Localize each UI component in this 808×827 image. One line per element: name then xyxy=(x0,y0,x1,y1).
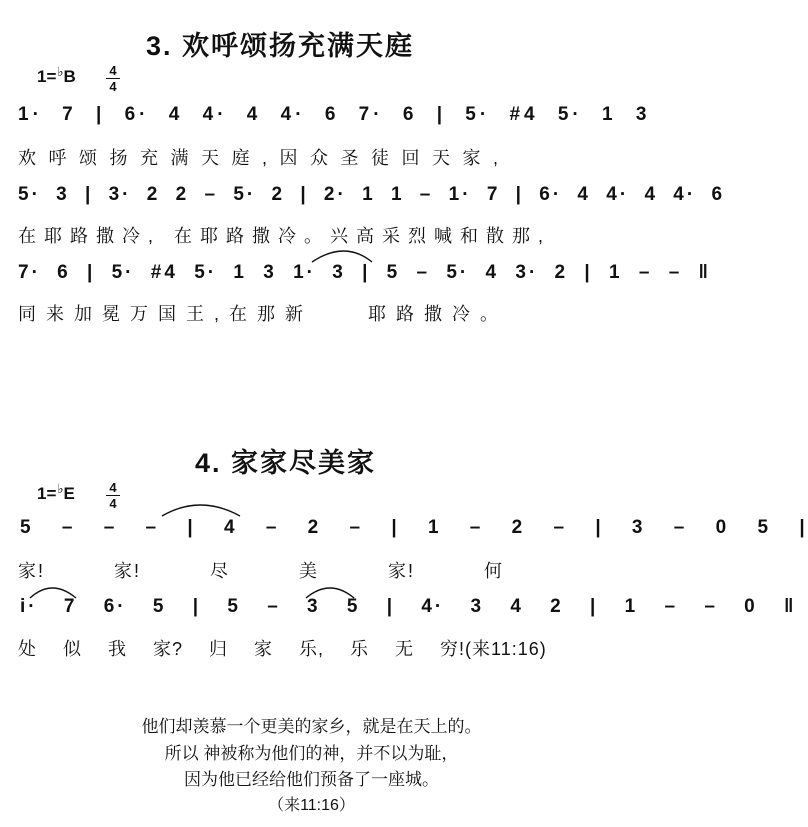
song3-time-bottom: 4 xyxy=(109,79,117,94)
song3-time-top: 4 xyxy=(109,63,117,78)
verse-reference: （来11:16） xyxy=(268,797,355,814)
song3-title: 3. 欢呼颂扬充满天庭 xyxy=(146,31,415,61)
song3-key-note: B xyxy=(63,67,76,86)
song3-lyrics-line-2: 在耶路撒冷, 在耶路撒冷。兴高采烈喊和散那, xyxy=(18,226,552,246)
song4-time-bottom: 4 xyxy=(109,496,117,511)
song4-key-label: 1= xyxy=(37,484,57,503)
song3-lyrics-line-1: 欢呼颂扬充满天庭,因众圣徒回天家, xyxy=(18,148,511,168)
verse-line-3: 因为他已经给他们预备了一座城。 xyxy=(184,770,439,789)
slur-mark xyxy=(306,588,354,598)
slur-mark xyxy=(30,588,76,598)
song3-lyrics-line-3: 同来加冕万国王,在那新 耶路撒冷。 xyxy=(18,304,509,324)
verse-line-2: 所以 神被称为他们的神，并不以为耻， xyxy=(164,744,459,763)
song4-lyrics-line-2: 处 似 我 家? 归 家 乐, 乐 无 穷!(来11:16) xyxy=(18,639,547,659)
song4-lyrics-line-1: 家! 家! 尽 美 家! 何 xyxy=(18,561,505,581)
song4-title: 4. 家家尽美家 xyxy=(195,448,377,478)
song3-notes-text: 7· 6 | 5· #4 5· 1 3 1· 3 | 5 – 5· 4 3· 2 | 1 – – ‖ xyxy=(18,262,711,283)
song3-key-label: 1= xyxy=(37,67,57,86)
slur-mark xyxy=(312,251,372,262)
song4-notes-text: 5 – – – | 4 – 2 – | 1 – 2 – | 3 – 0 5 | xyxy=(20,517,808,538)
song3-notes-text: 5· 3 | 3· 2 2 – 5· 2 | 2· 1 1 – 1· 7 | 6· 4 4· 4 4· 6 xyxy=(18,184,726,205)
song3-notes-text: 1· 7 | 6· 4 4· 4 4· 6 7· 6 | 5· #4 5· 1 3 xyxy=(18,104,651,125)
slur-mark xyxy=(162,505,240,516)
song4-key-note: E xyxy=(63,484,75,503)
song4-notes-text: i· 7 6· 5 | 5 – 3 5 | 4· 3 4 2 | 1 – – 0 ‖ xyxy=(20,596,797,617)
verse-line-1: 他们却羡慕一个更美的家乡，就是在天上的。 xyxy=(141,717,482,736)
flat-sign-icon: ♭ xyxy=(57,481,64,496)
flat-sign-icon: ♭ xyxy=(57,64,64,79)
song4-time-top: 4 xyxy=(109,480,117,495)
